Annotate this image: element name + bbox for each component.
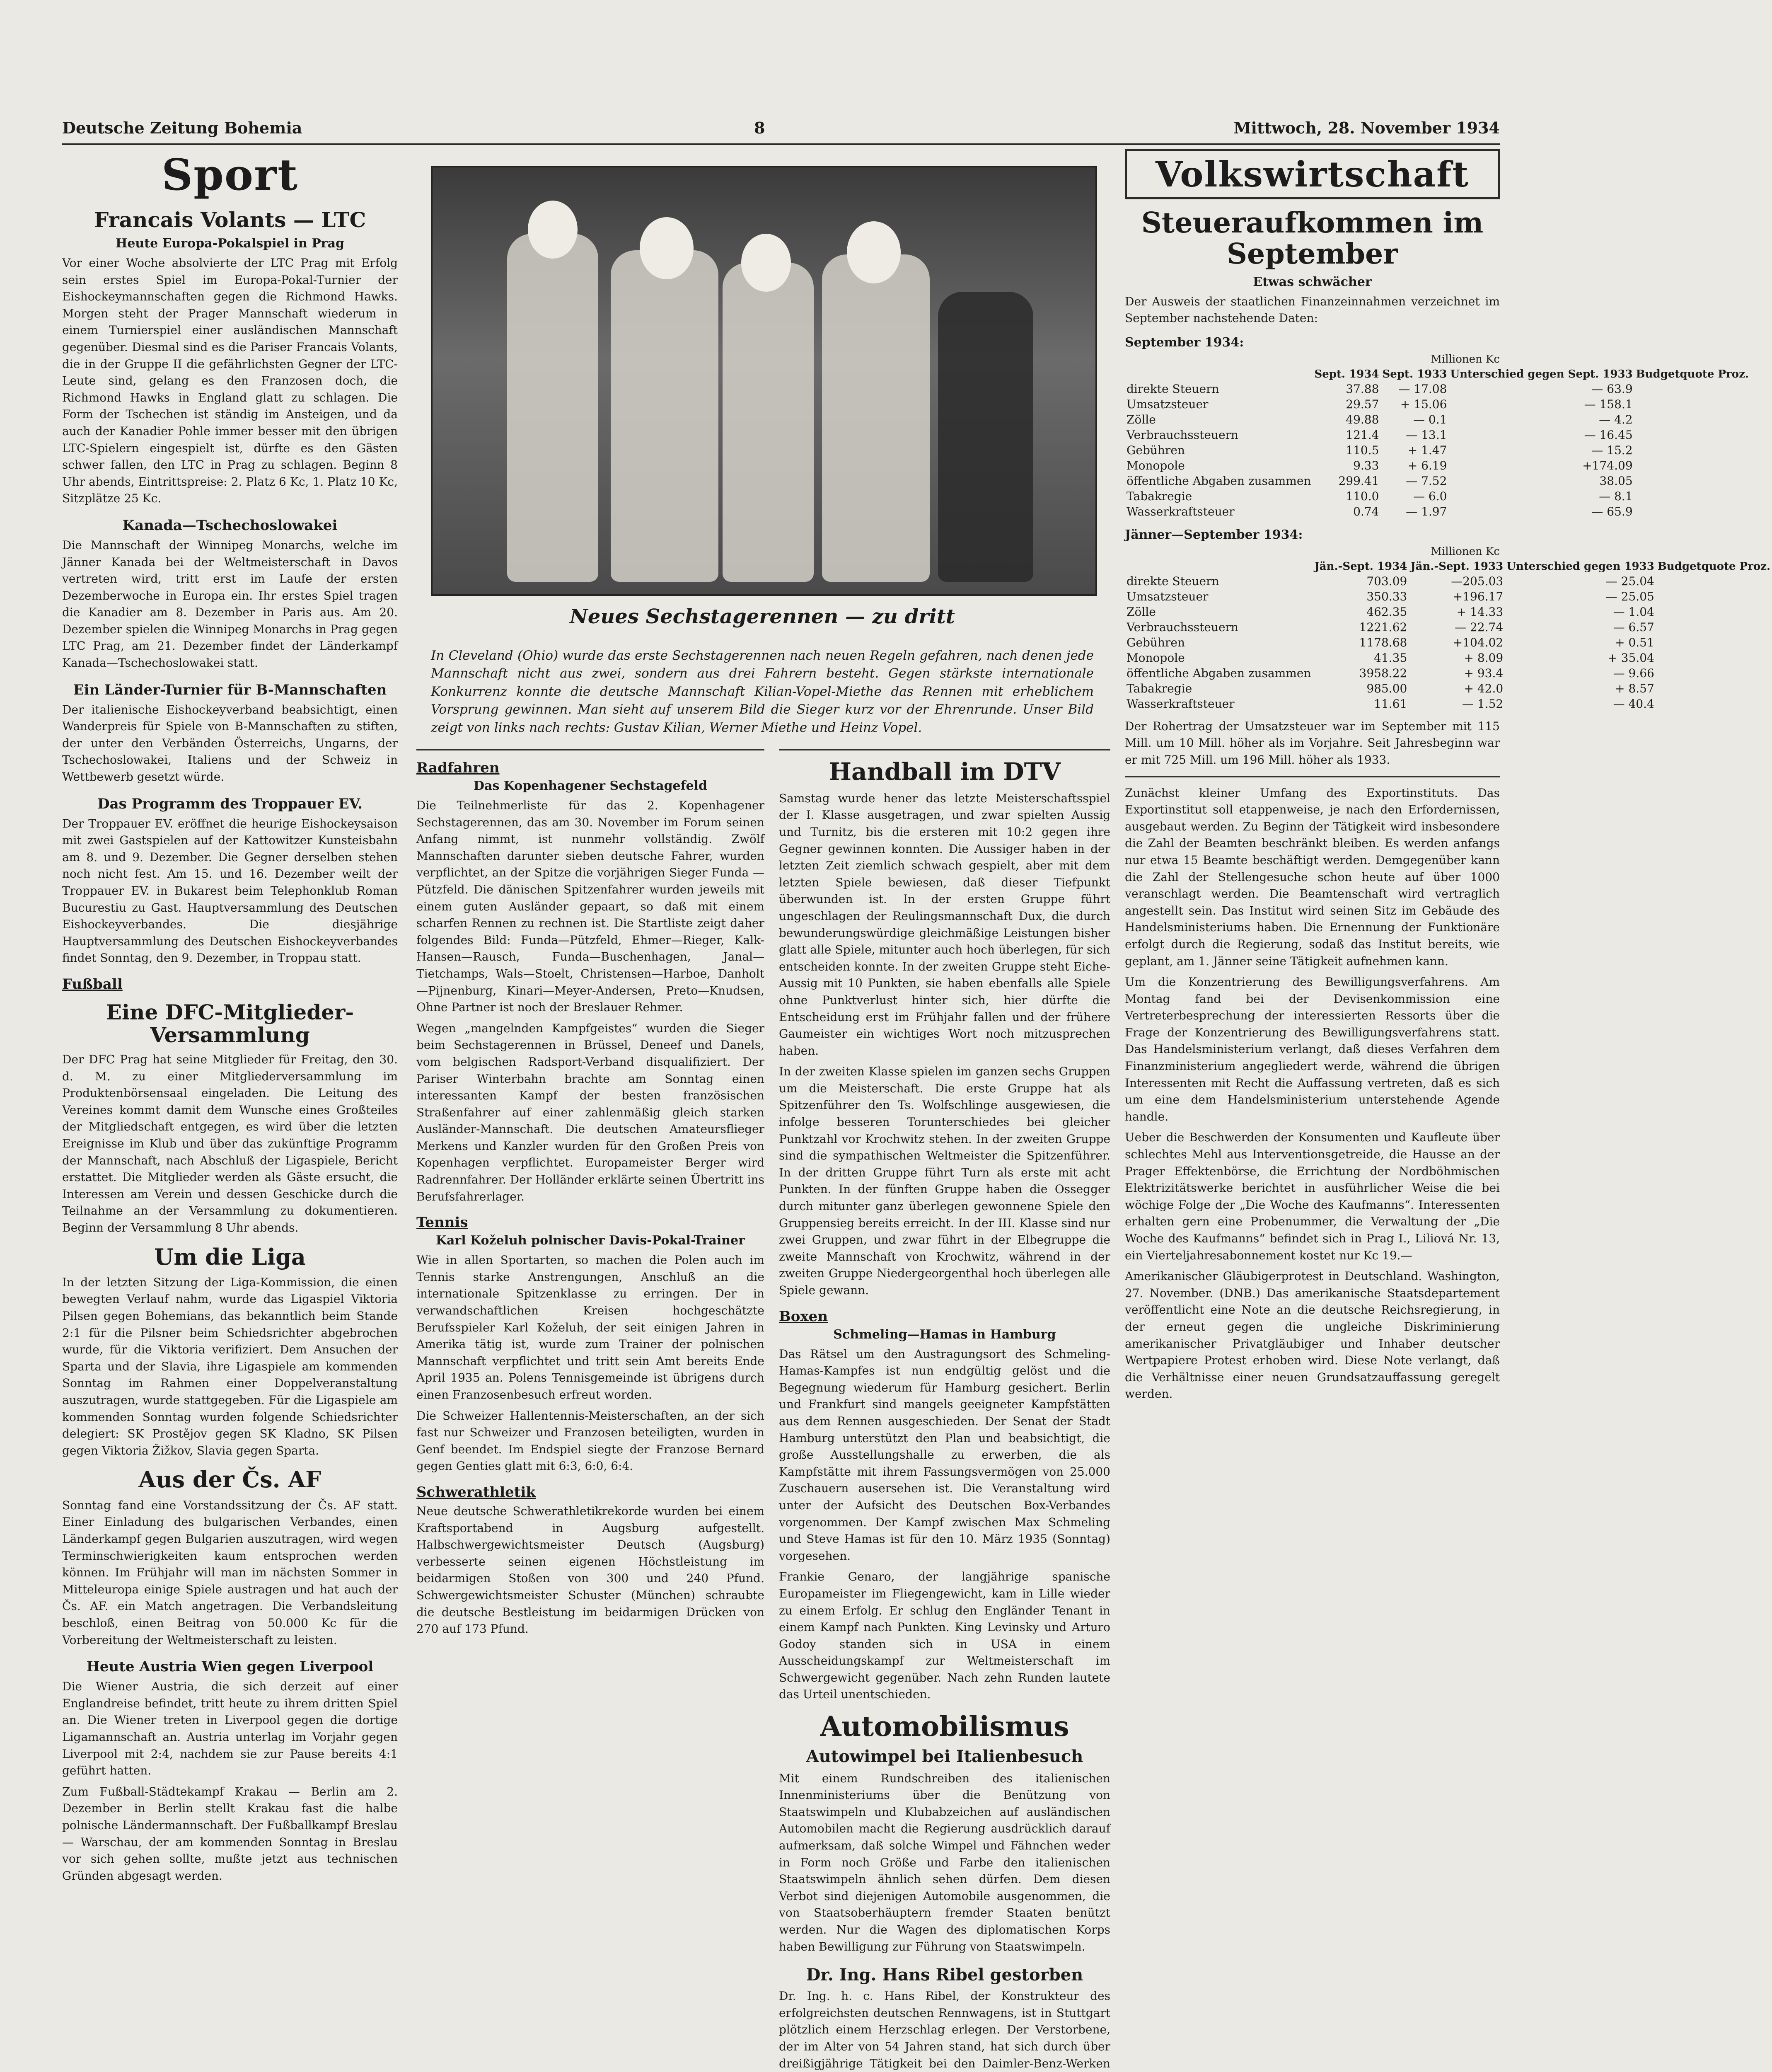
title-fussball: Fußball (62, 975, 123, 992)
table-header-cell: Jän.-Sept. 1933 (1410, 560, 1504, 573)
table-row (1125, 589, 1772, 604)
table-row (1125, 604, 1772, 620)
table-cell: — 0.1 (1413, 412, 1447, 426)
table-cell: + 93.4 (1464, 666, 1504, 680)
article-francais-volants: Vor einer Woche absolvierte der LTC Prag mit Erfolg sein erstes Spiel im Europa-Pokal-Turnier der Eishockeymannschaften gegen die Richmond Hawks. Morgen steht der Prager Mannschaft wiederum in einem Turnierspiel einer ausländischen Mannschaft gegenüber. Diesmal sind es die Pariser Francais Volants, die in der Gruppe II die gefährlichsten Gegner der LTC-Leute sind, gelang es den Franzosen doch, die Richmond Hawks in England glatt zu schlagen. Die Form der Tschechen ist ständig im Ansteigen, und da auch der Kanadier Pohle immer besser mit den übrigen LTC-Spielern eingespielt ist, dürfte es den Gästen schwer fallen, den LTC in Prag zu schlagen. Beginn 8 Uhr abends, Eintrittspreise: 2. Platz 6 Kc, 1. Platz 10 Kc, Sitzplätze 25 Kc. (62, 256, 398, 506)
table-cell: — 7.52 (1406, 474, 1447, 488)
table-cell: — 6.0 (1413, 489, 1447, 503)
table-cell: Gebühren (1127, 635, 1185, 649)
title-kanada: Kanada—Tschechoslowakei (122, 517, 338, 534)
table-cell: Wasserkraftsteuer (1127, 504, 1235, 518)
table-cell: + 8.57 (1615, 681, 1654, 695)
table-cell: — 1.04 (1613, 605, 1654, 619)
title-b-mannschaften: Ein Länder-Turnier für B-Mannschaften (73, 681, 387, 698)
article-schwerathletik: Neue deutsche Schwerathletikrekorde wurden bei einem Kraftsportabend in Augsburg aufgestellt. Halbschwergewichtsmeister Deutsch (Augsburg) verbesserte seinen eigenen Höchstleistung im beidarmigen Stoßen von 300 und 240 Pfund. Schwergewichtsmeister Schuster (München) schraubte die deutsche Bestleistung im beidarmigen Drücken von 270 auf 173 Pfund. (416, 1504, 764, 1636)
title-troppau: Das Programm des Troppauer EV. (97, 795, 363, 812)
table-header-cell: Sept. 1934 (1314, 368, 1379, 380)
table-cell: — 8.1 (1599, 489, 1633, 503)
article-glaeubigerprotest: Amerikanischer Gläubigerprotest in Deutschland. Washington, 27. November. (DNB.) Das amerikanische Staatsdepartement veröffentlicht eine Note an die deutsche Reichsregierung, in der erneut gegen die ungleiche Diskriminierung amerikanischer Privatgläubiger und Inhaber deutscher Wertpapiere Protest erhoben wird. Diese Note verlangt, daß die Verhältnisse einer neuen Grundsatzauffassung geregelt werden. (1125, 1269, 1500, 1401)
table-row (1125, 504, 1750, 519)
article-boxen-notes: Frankie Genaro, der langjährige spanische Europameister im Fliegengewicht, kam in Lille wieder zu einem Erfolg. Er schlug den Engländer Tenant in einem Kampf nach Punkten. King Levinsky und Arturo Godoy standen sich in USA in einem Ausscheidungskampf zur Weltmeisterschaft im Schwergewicht gegenüber. Nach zehn Runden lautete das Urteil unentschieden. (779, 1570, 1110, 1702)
table-cell: Monopole (1127, 458, 1185, 472)
paper-name: Deutsche Zeitung Bohemia (62, 119, 302, 137)
table-row (1125, 574, 1772, 589)
headline-liga: Um die Liga (154, 1243, 306, 1270)
table-header-cell: Budgetquote Proz. (1657, 560, 1771, 573)
table-cell: +174.09 (1582, 458, 1633, 472)
table-jaenner-september (1125, 559, 1772, 712)
title-radfahren: Radfahren (416, 760, 500, 776)
table-cell: — 1.52 (1462, 697, 1504, 711)
table-cell: 41.35 (1374, 651, 1407, 665)
table-row (1125, 681, 1772, 696)
volkswirtschaft-column (1125, 145, 1771, 1407)
table-cell: direkte Steuern (1127, 382, 1219, 396)
table-cell: 37.88 (1346, 382, 1379, 396)
table-row (1125, 397, 1750, 412)
table-cell: Tabakregie (1127, 489, 1192, 503)
table-cell: öffentliche Abgaben zusammen (1127, 666, 1311, 680)
article-bewilligung: Um die Konzentrierung des Bewilligungsverfahrens. Am Montag fand bei der Devisenkommission eine Vertreterbesprechung der interessierten Ressorts über die Frage der Konzentrierung des Bewilligungsverfahrens statt. Das Handelsministerium verlangt, daß dieses Verfahren dem Finanzministerium angegliedert werde, während die übrigen Interessenten mit Recht die Auffassung vertreten, daß es sich um eine dem Handelsministerium unterstehende Agende handle. (1125, 975, 1500, 1123)
table-cell: — 25.04 (1605, 574, 1654, 588)
photo-caption: In Cleveland (Ohio) wurde das erste Sechstagerennen nach neuen Regeln gefahren, nach denen jede Mannschaft nicht aus zwei, sondern aus drei Fahrern besteht. Gegen stärkste internationale Konkurrenz konnte die deutsche Mannschaft Kilian-Vopel-Miethe das Rennen mit erheblichem Vorsprung gewinnen. Man sieht auf unserem Bild die Sieger kurz vor der Ehrenrunde. Unser Bild zeigt von links nach rechts: Gustav Kilian, Werner Miethe und Heinz Vopel. (431, 648, 1094, 735)
table-cell: Verbrauchssteuern (1127, 428, 1238, 442)
table2-label: Jänner—September 1934: (1125, 527, 1303, 542)
table-row (1125, 412, 1750, 427)
table-cell: — 13.1 (1406, 428, 1447, 442)
article-handball-2: In der zweiten Klasse spielen im ganzen sechs Gruppen um die Meisterschaft. Die erste Gruppe hat als Spitzenführer den Ts. Wolfschlinge ausgewiesen, die infolge besseren Torunterschiedes bei gleicher Punktzahl vor Krochwitz stehen. In der zweiten Gruppe sind die sympathischen Weltmeister die Spitzenführer. In der dritten Gruppe führt Turn als erste mit acht Punkten. In der fünften Gruppe haben die Ossegger durch mitunter ganz überlegen gewonnene Spiele den Gruppensieg bereits erreicht. In der III. Klasse sind nur zwei Gruppen, und zwar führt in der Elbegruppe die zweite Mannschaft von Krochwitz, während in der zweiten Gruppe Niedergeorgenthal hoch überlegen alle Spiele gewann. (779, 1065, 1110, 1297)
headline-csaf: Aus der Čs. AF (138, 1466, 322, 1493)
intro-steuer: Der Ausweis der staatlichen Finanzeinnahmen verzeichnet im September nachstehende Daten: (1125, 294, 1500, 325)
table-cell: + 14.33 (1456, 605, 1504, 619)
article-csaf: Sonntag fand eine Vorstandssitzung der Čs. AF statt. Einer Einladung des bulgarischen Verbandes, einen Länderkampf gegen Bulgarien auszutragen, wird wegen Terminschwierigkeiten kaum entsprochen werden können. Im Frühjahr will man im nächsten Sommer in Mitteleuropa einige Spiele austragen und hat auch der Čs. AF. ein Match angetragen. Die Verbandsleitung beschloß, einen Beitrag von 50.000 Kc für die Vorbereitung der Weltmeisterschaft zu leisten. (62, 1498, 398, 1647)
table-header-cell (1125, 367, 1313, 381)
article-dfc: Der DFC Prag hat seine Mitglieder für Freitag, den 30. d. M. zu einer Mitgliederversammlung im Produktenbörsensaal eingeladen. Die Leitung des Vereines kommt damit dem Wunsche eines Großteiles der Mitgliedschaft entgegen, es wird über die letzten Ereignisse im Klub und über das zukünftige Programm der Mannschaft, nach Abschluß der Ligaspiele, Bericht erstattet. Die Mitglieder werden als Gäste ersucht, die Interessen am Verein und dessen Geschicke durch die Teilnahme an der Versammlung zu dokumentieren. Beginn der Versammlung 8 Uhr abends. (62, 1052, 398, 1234)
article-autowimpel: Mit einem Rundschreiben des italienischen Innenministeriums über die Benützung von Staatswimpeln und Klubabzeichen auf ausländischen Automobilen macht die Regierung ausdrücklich darauf aufmerksam, daß solche Wimpel und Fähnchen weder in Form noch Größe und Farbe den italienischen Staatswimpeln ähnlich sehen dürfen. Dem diesen Verbot sind diejenigen Automobile ausgenommen, die von Staatsoberhäuptern fremder Staaten benützt werden. Nur die Wagen des diplomatischen Korps haben Bewilligung zur Führung von Staatswimpeln. (779, 1771, 1110, 1953)
table-cell: — 22.74 (1455, 620, 1504, 634)
middle-column-a (416, 742, 764, 1642)
table2-unit: Millionen Kc (1431, 545, 1500, 558)
table-row (1125, 489, 1750, 504)
article-radfahren-notes: Wegen „mangelnden Kampfgeistes“ wurden die Sieger beim Sechstagerennen in Brüssel, Deneef und Danels, vom belgischen Radsport-Verband disqualifiziert. Der Pariser Winterbahn brachte am Sonntag einen interessanten Kampf der besten französischen Straßenfahrer auf einer zahlenmäßig gleich starken Ausländer-Mannschaft. Die deutschen Amateursflieger Merkens und Kanzler wurden für den Großen Preis von Kopenhagen verpflichtet. Europameister Berger wird Radrennfahrer. Der Holländer erklärte seinen Übertritt ins Berufsfahrerlager. (416, 1021, 764, 1203)
table-cell: — 40.4 (1613, 697, 1654, 711)
table-cell: — 4.2 (1599, 412, 1633, 426)
outro-steuer: Der Rohertrag der Umsatzsteuer war im September mit 115 Mill. um 10 Mill. höher als im Vorjahre. Seit Jahresbeginn war er mit 725 Mill. um 196 Mill. höher als 1933. (1125, 719, 1500, 767)
table-cell: 1178.68 (1359, 635, 1407, 649)
table-header-cell: Unterschied gegen Sept. 1933 (1450, 368, 1633, 380)
article-handball: Samstag wurde hener das letzte Meisterschaftsspiel der I. Klasse ausgetragen, und zwar spielten Aussig und Turnitz, bis die ersteren mit 10:2 gegen ihre Gegner gewinnen konnten. Die Aussiger haben in der letzten Zeit ziemlich schwach gespielt, aber mit dem letzten Spiele bewiesen, daß dieser Tiefpunkt überwunden ist. In der ersten Gruppe führt ungeschlagen der Reulingsmannschaft Dux, die durch bewunderungswürdige gleichmäßige Leistungen bisher glatt alle Spiele, mitunter auch hoch überlegen, für sich entscheiden konnte. In der zweiten Gruppe steht Eiche-Aussig mit 10 Punkten, sie haben ebenfalls alle Spiele ohne Punktverlust hinter sich, hier dürfte die Entscheidung erst im Frühjahr fallen und der frühere Gaumeister ein wichtiges Wort noch mitzusprechen haben. (779, 791, 1110, 1058)
table-cell: 1221.62 (1359, 620, 1407, 634)
table-cell: Zölle (1127, 412, 1156, 426)
section-title-volkswirtschaft (1125, 149, 1500, 199)
photo-caption-title: Neues Sechstagerennen — zu dritt (569, 605, 955, 628)
table-row (1125, 650, 1772, 666)
issue-date: Mittwoch, 28. November 1934 (1233, 119, 1500, 137)
table-cell: 462.35 (1366, 605, 1407, 619)
table-cell: +196.17 (1453, 589, 1504, 603)
table-cell: Wasserkraftsteuer (1127, 697, 1235, 711)
table-cell: Monopole (1127, 651, 1185, 665)
table-cell: — 16.45 (1584, 428, 1633, 442)
table-cell: Umsatzsteuer (1127, 397, 1209, 411)
table-cell: 110.0 (1346, 489, 1379, 503)
headline-automobilismus: Automobilismus (820, 1710, 1069, 1743)
table-cell: 299.41 (1338, 474, 1379, 488)
table-cell: +104.02 (1453, 635, 1504, 649)
table-row (1125, 458, 1750, 473)
article-ribel: Dr. Ing. h. c. Hans Ribel, der Konstrukteur des erfolgreichsten deutschen Rennwagens, ist in Stuttgart plötzlich einem Herzschlag erlegen. Der Verstorbene, der im Alter von 54 Jahren stand, hat sich durch über dreißigjährige Tätigkeit bei den Daimler-Benz-Werken (779, 1989, 1110, 2070)
headline-francais-volants: Francais Volants — LTC (94, 208, 366, 232)
subhead-kozeluh: Karl Koželuh polnischer Davis-Pokal-Trainer (435, 1233, 745, 1248)
table1-unit: Millionen Kc (1431, 353, 1500, 366)
table-cell: öffentliche Abgaben zusammen (1127, 474, 1311, 488)
table-cell: 3958.22 (1359, 666, 1407, 680)
table-cell: — 1.97 (1406, 504, 1447, 518)
table-header-cell: Unterschied gegen 1933 (1506, 560, 1654, 573)
table-row (1125, 620, 1772, 635)
title-austria-liverpool: Heute Austria Wien gegen Liverpool (86, 1658, 374, 1675)
title-boxen: Boxen (779, 1308, 828, 1325)
headline-handball: Handball im DTV (829, 758, 1061, 786)
masthead (62, 114, 1500, 148)
table-cell: 985.00 (1366, 681, 1407, 695)
table-header-cell (1125, 559, 1313, 574)
table-header-cell: Jän.-Sept. 1934 (1314, 560, 1407, 573)
table-cell: — 15.2 (1591, 443, 1633, 457)
table-cell: — 6.57 (1613, 620, 1654, 634)
table-cell: — 9.66 (1613, 666, 1654, 680)
table1-label: September 1934: (1125, 335, 1244, 350)
article-schmeling: Das Rätsel um den Austragungsort des Schmeling-Hamas-Kampfes ist nun endgültig gelöst und die Begegnung wiederum für Hamburg gesichert. Berlin und Frankfurt sind mangels geeigneter Kampfstätten aus dem Rennen ausgeschieden. Der Senat der Stadt Hamburg unterstützt den Plan und beabsichtigt, die große Ausstellungshalle zu erwerben, die als Kampfstätte mit ihrem Fassungsvermögen von 25.000 Zuschauern ausersehen ist. Die Veranstaltung wird unter der Aufsicht des Deutschen Box-Verbandes vorgenommen. Der Kampf zwischen Max Schmeling und Steve Hamas ist für den 10. März 1935 (Sonntag) vorgesehen. (779, 1347, 1110, 1563)
table-cell: — 63.9 (1591, 382, 1633, 396)
table-cell: + 1.47 (1407, 443, 1447, 457)
table-cell: — 17.08 (1398, 382, 1447, 396)
table-cell: direkte Steuern (1127, 574, 1219, 588)
table-cell: — 25.05 (1605, 589, 1654, 603)
table-cell: Tabakregie (1127, 681, 1192, 695)
table-cell: 110.5 (1346, 443, 1379, 457)
table-cell: + 35.04 (1608, 651, 1654, 665)
table-cell: 0.74 (1353, 504, 1379, 518)
table-header-cell: Sept. 1933 (1382, 368, 1447, 380)
article-exportinstitut: Zunächst kleiner Umfang des Exportinstituts. Das Exportinstitut soll etappenweise, je nach den Erfordernissen, ausgebaut werden. Zu Beginn der Tätigkeit wird insbesondere die Zahl der Beamten beschränkt bleiben. Es werden anfangs nur etwa 15 Beamte beschäftigt werden. Demgegenüber kann die Zahl der Stellengesuche schon heute auf über 1000 veranschlagt werden. Die Beamtenschaft wird vertraglich angestellt sein. Das Institut wird seinen Sitz im Gebäude des Handelsministeriums haben. Die Ernennung der Funktionäre erfolgt durch die Regierung, sodaß das Institut bereits, wie geplant, am 1. Jänner seine Tätigkeit aufnehmen kann. (1125, 786, 1500, 968)
table-cell: 29.57 (1346, 397, 1379, 411)
table-cell: + 8.09 (1464, 651, 1504, 665)
table-cell: — 158.1 (1584, 397, 1633, 411)
title-tennis: Tennis (416, 1214, 468, 1231)
table-cell: 49.88 (1346, 412, 1379, 426)
table-header-cell: Budgetquote Proz. (1636, 368, 1749, 380)
article-liga: In der letzten Sitzung der Liga-Kommission, die einen bewegten Verlauf nahm, wurde das Ligaspiel Viktoria Pilsen gegen Bohemians, das bekanntlich beim Stande 2:1 für die Pilsner beim Schiedsrichter abgebrochen wurde, für die Viktoria verifiziert. Dem Ansuchen der Sparta und der Slavia, ihre Ligaspiele am kommenden Sonntag im Rahmen einer Doppelveranstaltung auszutragen, wurde stattgegeben. Für die Ligaspiele am kommenden Sonntag wurden folgende Schiedsrichter delegiert: SK Prostějov gegen SK Kladno, SK Pilsen gegen Viktoria Žižkov, Slavia gegen Sparta. (62, 1275, 398, 1457)
article-kanada: Die Mannschaft der Winnipeg Monarchs, welche im Jänner Kanada bei der Weltmeisterschaft in Davos vertreten wird, tritt erst im Laufe der ersten Dezemberwoche in Europa ein. Ihr erstes Spiel tragen die Kanadier am 8. Dezember in Paris aus. Am 20. Dezember spielen die Winnipeg Monarchs in Prag gegen LTC Prag, am 21. Dezember findet der Länderkampf Kanada—Tschechoslowakei statt. (62, 538, 398, 670)
table-row (1125, 473, 1750, 489)
subhead-autowimpel: Autowimpel bei Italienbesuch (806, 1746, 1083, 1766)
table-row (1125, 443, 1750, 458)
table-cell: Umsatzsteuer (1127, 589, 1209, 603)
table-cell: — 65.9 (1591, 504, 1633, 518)
article-tennis-genf: Die Schweizer Hallentennis-Meisterschaften, an der sich fast nur Schweizer und Franzosen beteiligten, wurden in Genf beendet. Im Endspiel siegte der Franzose Bernard gegen Genties glatt mit 6:3, 6:0, 6:4. (416, 1409, 764, 1473)
subhead-schmeling: Schmeling—Hamas in Hamburg (833, 1327, 1056, 1342)
subhead-europa-pokal: Heute Europa-Pokalspiel in Prag (116, 236, 344, 251)
section-title-sport: Sport (161, 149, 299, 200)
table-row (1125, 696, 1772, 712)
article-krakau-berlin: Zum Fußball-Städtekampf Krakau — Berlin am 2. Dezember in Berlin stellt Krakau fast die halbe polnische Ländermannschaft. Der Fußballkampf Breslau — Warschau, der am kommenden Sonntag in Breslau vor sich gehen sollte, mußte jetzt aus technischen Gründen abgesagt werden. (62, 1784, 398, 1883)
title-ribel: Dr. Ing. Hans Ribel gestorben (806, 1965, 1083, 1985)
table-cell: Zölle (1127, 605, 1156, 619)
subhead-etwas-schwaecher: Etwas schwächer (1253, 274, 1372, 289)
table-cell: 350.33 (1366, 589, 1407, 603)
table-cell: + 0.51 (1615, 635, 1654, 649)
article-austria-liverpool: Die Wiener Austria, die sich derzeit auf einer Englandreise befindet, tritt heute zu ihrem dritten Spiel an. Die Wiener treten in Liverpool gegen die dortige Ligamannschaft an. Austria unterlag im Vorjahr gegen Liverpool mit 2:4, nachdem sie zur Pause bereits 4:1 geführt hatten. (62, 1680, 398, 1778)
article-kopenhagen: Die Teilnehmerliste für das 2. Kopenhagener Sechstagerennen, das am 30. November im Forum seinen Anfang nimmt, ist nunmehr vollständig. Zwölf Mannschaften darunter sieben deutsche Fahrer, wurden verpflichtet, an der Spitze die vorjährigen Sieger Funda — Pützfeld. Die dänischen Spitzenfahrer wurden jeweils mit einem guten Ausländer gepaart, so daß mit einem scharfen Rennen zu rechnen ist. Die Startliste zeigt daher folgendes Bild: Funda—Pützfeld, Ehmer—Rieger, Kalk-Hansen—Rausch, Funda—Buschenhagen, Janal—Tietchamps, Wals—Stoelt, Christensen—Harboe, Danholt—Pijnenburg, Kinari—Meyer-Andersen, Preto—Knudsen, Ohne Partner ist noch der Breslauer Rehmer. (416, 799, 764, 1014)
table-cell: 703.09 (1366, 574, 1407, 588)
title-schwerathletik: Schwerathletik (416, 1484, 536, 1501)
article-b-mannschaften: Der italienische Eishockeyverband beabsichtigt, einen Wanderpreis für Spiele von B-Mannschaften zu stiften, der unter den Verbänden Österreichs, Ungarns, der Tschechoslowakei, Italiens und der Schweiz in Wettbewerb gesetzt würde. (62, 702, 398, 784)
table-september (1125, 367, 1750, 519)
subhead-kopenhagen: Das Kopenhagener Sechstagefeld (474, 779, 707, 793)
table-row (1125, 666, 1772, 681)
table-cell: + 42.0 (1464, 681, 1504, 695)
sport-column (62, 145, 398, 1888)
headline-dfc: Eine DFC-Mitglieder-Versammlung (106, 1000, 354, 1047)
table-row (1125, 427, 1750, 443)
section-box: Volkswirtschaft (1125, 149, 1500, 199)
table-cell: 121.4 (1346, 428, 1379, 442)
article-troppau: Der Troppauer EV. eröffnet die heurige Eishockeysaison mit zwei Gastspielen auf der Kattowitzer Kunsteisbahn am 8. und 9. Dezember. Die Gegner derselben stehen noch nicht fest. Am 15. und 16. Dezember weilt der Troppauer EV. in Bukarest beim Telephonklub Roman Bucurestiu zu Gast. Hauptversammlung des Deutschen Eishockeyverbandes. Die diesjährige Hauptversammlung des Deutschen Eishockeyverbandes findet Sonntag, den 9. Dezember, in Troppau statt. (62, 816, 398, 965)
middle-column-b (779, 742, 1110, 2072)
article-kozeluh: Wie in allen Sportarten, so machen die Polen auch im Tennis starke Anstrengungen, Anschluß an die internationale Spitzenklasse zu erringen. Der in verwandschaftlichen Kreisen hochgeschätzte Berufsspieler Karl Koželuh, der seit einigen Jahren in Amerika tätig ist, wurde zum Trainer der polnischen Mannschaft verpflichtet und tritt sein Amt bereits Ende April 1935 an. Polens Tennisgemeinde ist übrigens durch einen Franzosenbesuch erfreut worden. (416, 1253, 764, 1402)
table-cell: 38.05 (1599, 474, 1633, 488)
table-cell: + 15.06 (1400, 397, 1447, 411)
table-row (1125, 635, 1772, 650)
table-cell: 9.33 (1353, 458, 1379, 472)
photo-sechstagerennen (431, 166, 1097, 596)
table-cell: 11.61 (1374, 697, 1407, 711)
table-cell: Verbrauchssteuern (1127, 620, 1238, 634)
table-row (1125, 381, 1750, 397)
headline-steueraufkommen: Steueraufkommen im September (1141, 206, 1484, 271)
table-cell: + 6.19 (1407, 458, 1447, 472)
table-cell: —205.03 (1451, 574, 1504, 588)
article-kaufleute: Ueber die Beschwerden der Konsumenten und Kaufleute über schlechtes Mehl aus Interventionsgetreide, die Hausse an der Prager Effektenbörse, die Errichtung der Nordböhmischen Elektrizitätswerke berichtet in ausführlicher Weise die bei wöchige Folge der „Die Woche des Kaufmanns“. Interessenten erhalten gern eine Probenummer, die Verwaltung der „Die Woche des Kaufmanns“ befindet sich in Prag I., Liliová Nr. 13, ein Vierteljahresabonnement kostet nur Kc 19.— (1125, 1130, 1500, 1262)
page-number: 8 (754, 119, 765, 137)
table-cell: Gebühren (1127, 443, 1185, 457)
